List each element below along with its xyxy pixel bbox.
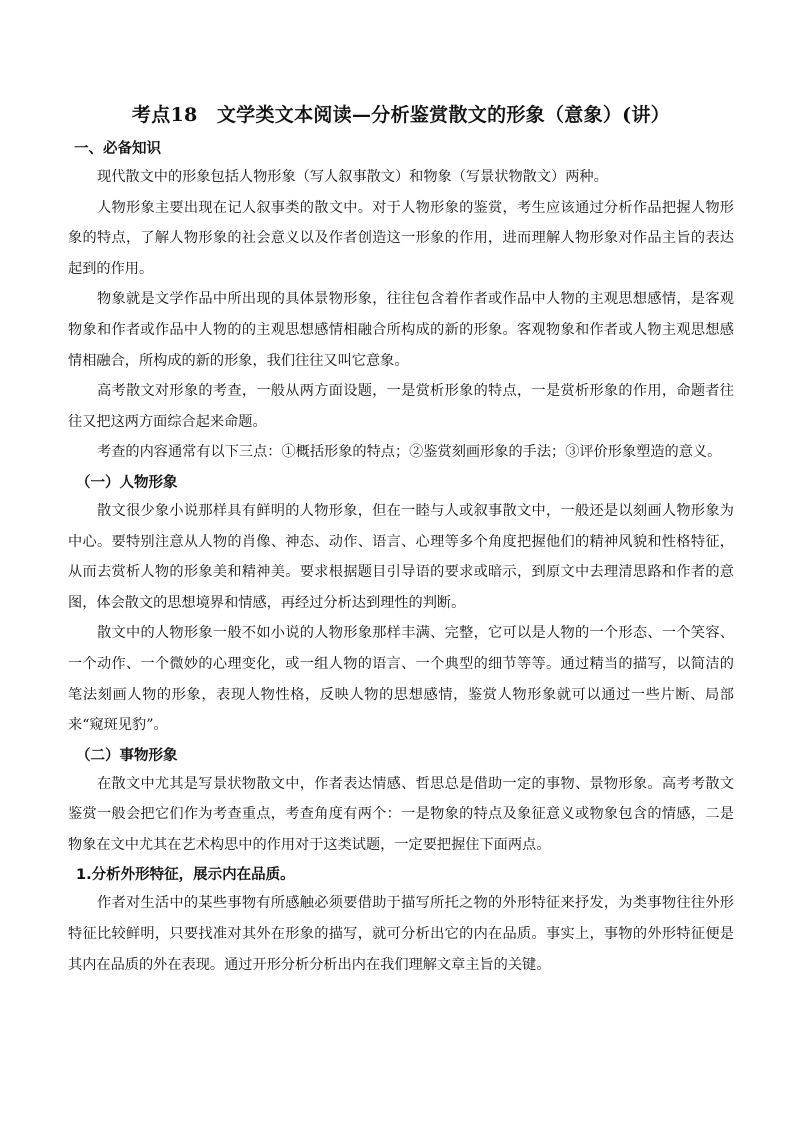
subheading-appearance: 1.分析外形特征，展示内在品质。 bbox=[76, 867, 295, 884]
paragraph-exam-content: 考查的内容通常有以下三点：①概括形象的特点；②鉴赏刻画形象的手法；③评价形象塑造的意义。 bbox=[97, 444, 722, 461]
paragraph-character-image: 人物形象主要出现在记人叙事类的散文中。对于人物形象的鉴赏，考生应该通过分析作品把握人物形象的特点，了解人物形象的社会意义以及作者创造这一形象的作用，进而理解人物形象对作品主旨的表达起到的作用。 bbox=[68, 199, 734, 277]
paragraph-object-analysis: 在散文中尤其是写景状物散文中，作者表达情感、哲思总是借助一定的事物、景物形象。高考考散文鉴赏一般会把它们作为考查重点，考查角度有两个：一是物象的特点及象征意义或物象包含的情感，二是物象在文中尤其在艺术构思中的作用对于这类试题，一定要把握住下面两点。 bbox=[68, 775, 734, 853]
paragraph-exam-focus: 高考散文对形象的考查，一般从两方面设题，一是赏析形象的特点，一是赏析形象的作用，命题者往往又把这两方面综合起来命题。 bbox=[68, 383, 734, 430]
paragraph-appearance-analysis: 作者对生活中的某些事物有所感触必须要借助于描写所托之物的外形特征来抒发，为类事物往往外形特征比较鲜明，只要找准对其外在形象的描写，就可分析出它的内在品质。事实上，事物的外形特征便是其内在品质的外在表现。通过开形分析分析出内在我们理解文章主旨的关键。 bbox=[68, 895, 734, 973]
paragraph-intro: 现代散文中的形象包括人物形象（写人叙事散文）和物象（写景状物散文）两种。 bbox=[97, 169, 608, 185]
subheading-object: （二）事物形象 bbox=[76, 747, 178, 764]
paragraph-character-detail: 散文中的人物形象一般不如小说的人物形象那样丰满、完整，它可以是人物的一个形态、一个笑容、一个动作、一个微妙的心理变化，或一组人物的语言、一个典型的细节等等。通过精当的描写，以简洁的笔法刻画人物的形象，表现人物性格，反映人物的思想感情，鉴赏人物形象就可以通过一些片断、局部来“窥斑见豹”。 bbox=[68, 625, 734, 734]
document-title: 考点18 文学类文本阅读—分析鉴赏散文的形象（意象）(讲） bbox=[131, 104, 671, 126]
subheading-character: （一）人物形象 bbox=[76, 474, 178, 491]
section-heading-knowledge: 一、必备知识 bbox=[74, 141, 161, 157]
paragraph-object-image: 物象就是文学作品中所出现的具体景物形象，往往包含着作者或作品中人物的主观思想感情，是客观物象和作者或作品中人物的的主观思想感情相融合所构成的新的形象。客观物象和作者或人物主观思想感情相融合，所构成的新的形象，我们往往又叫它意象。 bbox=[68, 291, 734, 369]
paragraph-character-analysis: 散文很少象小说那样具有鲜明的人物形象，但在一睦与人或叙事散文中，一般还是以刻画人物形象为中心。要特别注意从人物的肖像、神态、动作、语言、心理等多个角度把握他们的精神风貌和性格特征，从而去赏析人物的形象美和精神美。要求根据题目引导语的要求或暗示，到原文中去理清思路和作者的意图，体会散文的思想境界和情感，再经过分析达到理性的判断。 bbox=[68, 502, 734, 611]
